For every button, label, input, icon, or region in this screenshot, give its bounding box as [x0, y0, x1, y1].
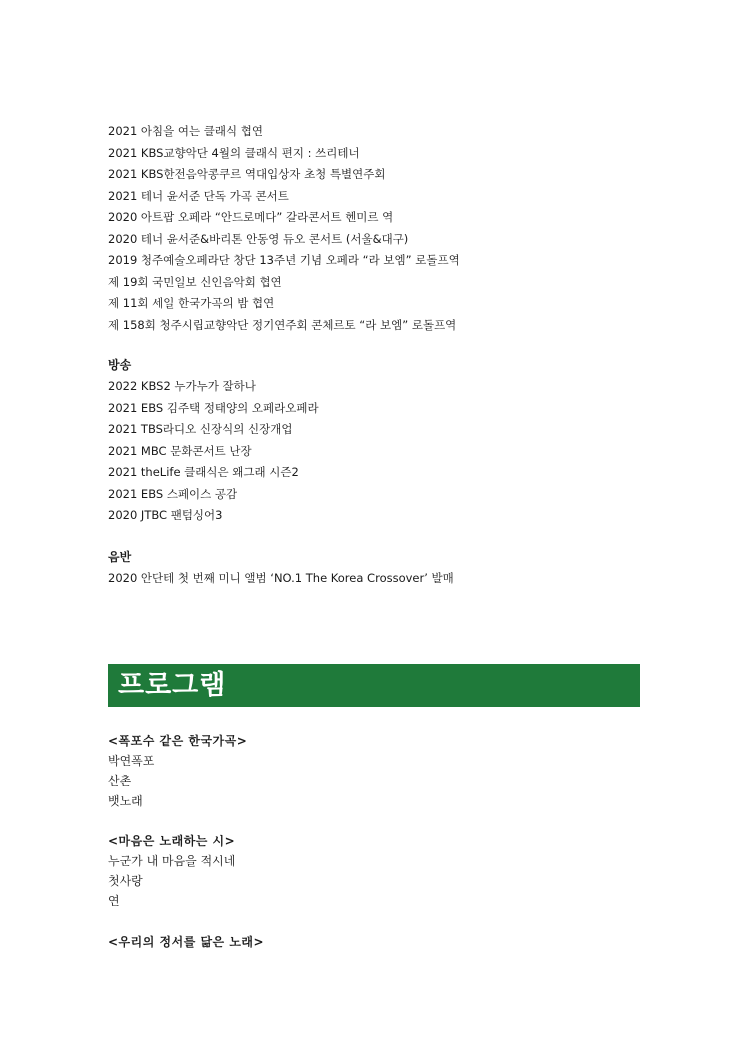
album-list	[108, 568, 454, 590]
performance-history-list	[108, 121, 460, 336]
broadcast-item: 2021 MBC 문화콘서트 난장	[108, 443, 252, 458]
song-item: 첫사랑	[108, 874, 143, 888]
album-item: 2020 안단테 첫 번째 미니 앨범 ‘NO.1 The Korea Crossover’ 발매	[108, 571, 454, 585]
song-list	[108, 751, 247, 811]
performance-item: 제 158회 청주시립교향악단 정기연주회 콘체르토 “라 보엠” 로돌프역	[108, 317, 457, 332]
performance-item: 2021 테너 윤서준 단독 가곡 콘서트	[108, 188, 289, 203]
broadcast-item: 2021 EBS 김주택 정태양의 오페라오페라	[108, 400, 319, 415]
broadcast-item: 2020 JTBC 팬텀싱어3	[108, 508, 223, 522]
song-item: 박연폭포	[108, 754, 155, 768]
program-group	[108, 831, 235, 911]
performance-item: 2019 청주예술오페라단 창단 13주년 기념 오페라 “라 보엠” 로돌프역	[108, 253, 460, 267]
album-heading: 음반	[108, 550, 132, 564]
performance-item: 2021 KBS한전음악콩쿠르 역대입상자 초청 특별연주회	[108, 167, 386, 181]
song-item: 누군가 내 마음을 적시네	[108, 854, 236, 868]
program-group-title: <마음은 노래하는 시>	[108, 834, 236, 848]
performance-item: 제 11회 세일 한국가곡의 밤 협연	[108, 296, 275, 310]
program-group	[108, 731, 247, 811]
broadcast-heading: 방송	[108, 358, 132, 372]
song-list	[108, 851, 235, 911]
song-item: 뱃노래	[108, 794, 143, 808]
performance-item: 2020 아트팝 오페라 “안드로메다” 갈라콘서트 헨미르 역	[108, 210, 394, 224]
program-group-title: <폭포수 같은 한국가곡>	[108, 734, 248, 748]
program-banner	[108, 664, 640, 707]
program-title: 프로그램	[118, 670, 227, 701]
album-section	[108, 547, 454, 590]
broadcast-item: 2022 KBS2 누가누가 잘하나	[108, 379, 256, 393]
performance-item: 2021 아침을 여는 클래식 협연	[108, 124, 263, 138]
song-item: 연	[108, 894, 120, 908]
program-group-title: <우리의 정서를 닮은 노래>	[108, 935, 265, 949]
performance-item: 2021 KBS교향악단 4월의 클래식 편지 : 쓰리테너	[108, 145, 360, 160]
performance-item: 제 19회 국민일보 신인음악회 협연	[108, 274, 282, 289]
broadcast-item: 2021 theLife 클래식은 왜그래 시즌2	[108, 465, 299, 479]
performance-item: 2020 테너 윤서준&바리톤 안동영 듀오 콘서트 (서울&대구)	[108, 231, 409, 246]
program-group	[108, 932, 264, 952]
broadcast-section	[108, 355, 319, 527]
broadcast-item: 2021 EBS 스페이스 공감	[108, 486, 238, 501]
broadcast-item: 2021 TBS라디오 신장식의 신장개업	[108, 422, 293, 436]
broadcast-list	[108, 376, 319, 527]
song-item: 산촌	[108, 774, 132, 788]
